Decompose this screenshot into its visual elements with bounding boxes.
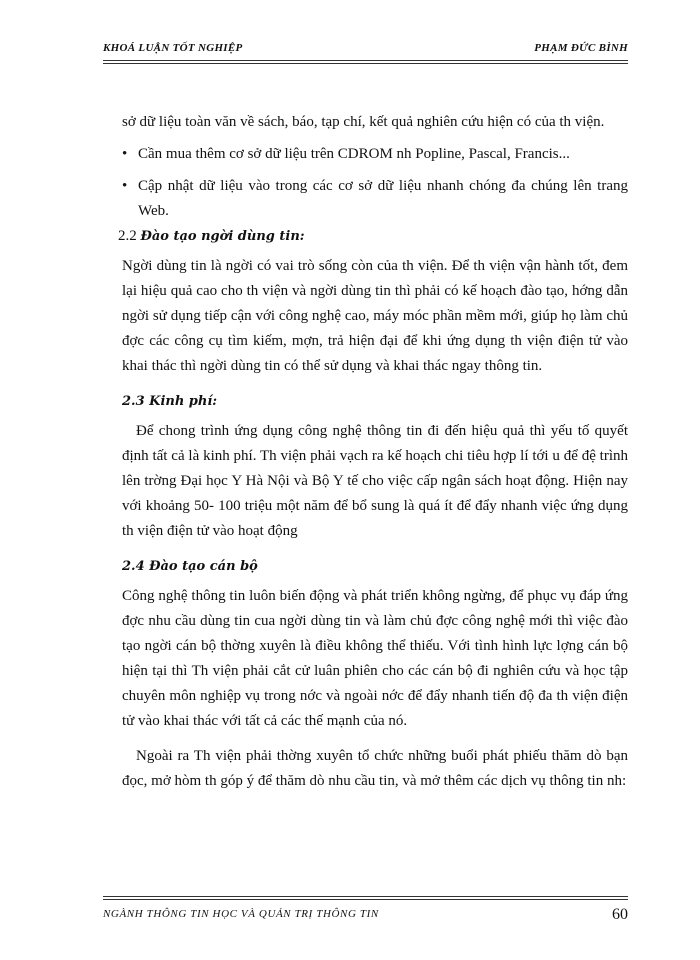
footer-rule (103, 896, 628, 900)
paragraph-continuation: sở dữ liệu toàn văn về sách, báo, tạp chí, kết quả nghiên cứu hiện có của th viện. (122, 114, 605, 130)
section-number: 2.2 (118, 228, 137, 244)
bullet-item-update (122, 174, 628, 224)
page-body (118, 110, 628, 794)
bullet-item-cdrom (122, 142, 628, 167)
paragraph-staff-training: Công nghệ thông tin luôn biến động và phát triển không ngừng, để phục vụ đáp ứng đợc nhu cầu dùng tin cua ngời dùng tin và làm chủ đợc công nghệ mới thì việc đào tạo ngời cán bộ thờng xuyên là điều không thể thiếu. Với tình hình lực lợng cán bộ hiện tại thì Th viện phải cắt cử luân phiên cho các cán bộ đi nghiên cứu và học tập chuyên môn nghiệp vụ trong nớc và ngoài nớc để đẩy nhanh tiến độ đa th viện điện tử vào khai thác với tất cả các thế mạnh của nó. (122, 588, 628, 729)
page-footer (103, 906, 628, 930)
section-heading-2-4 (122, 554, 628, 579)
section-title: Đào tạo ngời dùng tin: (140, 229, 305, 244)
section-title: 2.3 Kinh phí: (122, 394, 218, 409)
bullet-text: Cập nhật dữ liệu vào trong các cơ sở dữ liệu nhanh chóng đa chúng lên trang Web. (138, 178, 628, 219)
section-title: 2.4 Đào tạo cán bộ (122, 559, 258, 574)
header-rule (103, 60, 628, 64)
paragraph-reader-survey: Ngoài ra Th viện phải thờng xuyên tổ chức những buổi phát phiếu thăm dò bạn đọc, mở hòm th góp ý để thăm dò nhu cầu tin, và mở thêm các dịch vụ thông tin nh: (122, 748, 628, 789)
bullet-icon: • (122, 178, 128, 194)
header-thesis-title: KHOÁ LUẬN TỐT NGHIỆP (103, 42, 243, 54)
section-heading-2-2 (118, 224, 628, 249)
paragraph-user-training: Ngời dùng tin là ngời có vai trò sống còn của th viện. Để th viện vận hành tốt, đem lại hiệu quả cao cho th viện và ngời dùng tin thì phải có kế hoạch đào tạo, hớng dẫn ngời sử dụng tiếp cận với công nghệ cao, máy móc phần mềm mới, giúp họ làm chủ đợc các công cụ tìm kiếm, mợn, trả hiện đại để khi ứng dụng th viện điện tử vào khai thác thì ngời dùng tin có thể sử dụng và khai thác ngay thông tin. (122, 258, 628, 374)
paragraph-budget: Để chong trình ứng dụng công nghệ thông tin đi đến hiệu quả thì yếu tố quyết định tất cả là kinh phí. Th viện phải vạch ra kế hoạch chi tiêu hợp lí tới u để đệ trình lên trờng Đại học Y Hà Nội và Bộ Y tế cho việc cấp ngân sách hoạt động. Hiện nay với khoảng 50- 100 triệu một năm để bổ sung là quá ít để đẩy nhanh việc ứng dụng th viện điện tử vào hoạt động (122, 423, 628, 539)
footer-department: NGÀNH THÔNG TIN HỌC VÀ QUẢN TRỊ THÔNG TIN (103, 908, 379, 920)
bullet-icon: • (122, 146, 128, 162)
page-header (103, 42, 628, 62)
page-number: 60 (612, 906, 628, 923)
header-author: PHẠM ĐỨC BÌNH (534, 42, 628, 54)
section-heading-2-3 (122, 389, 628, 414)
bullet-text: Cần mua thêm cơ sở dữ liệu trên CDROM nh Popline, Pascal, Francis... (138, 146, 570, 162)
